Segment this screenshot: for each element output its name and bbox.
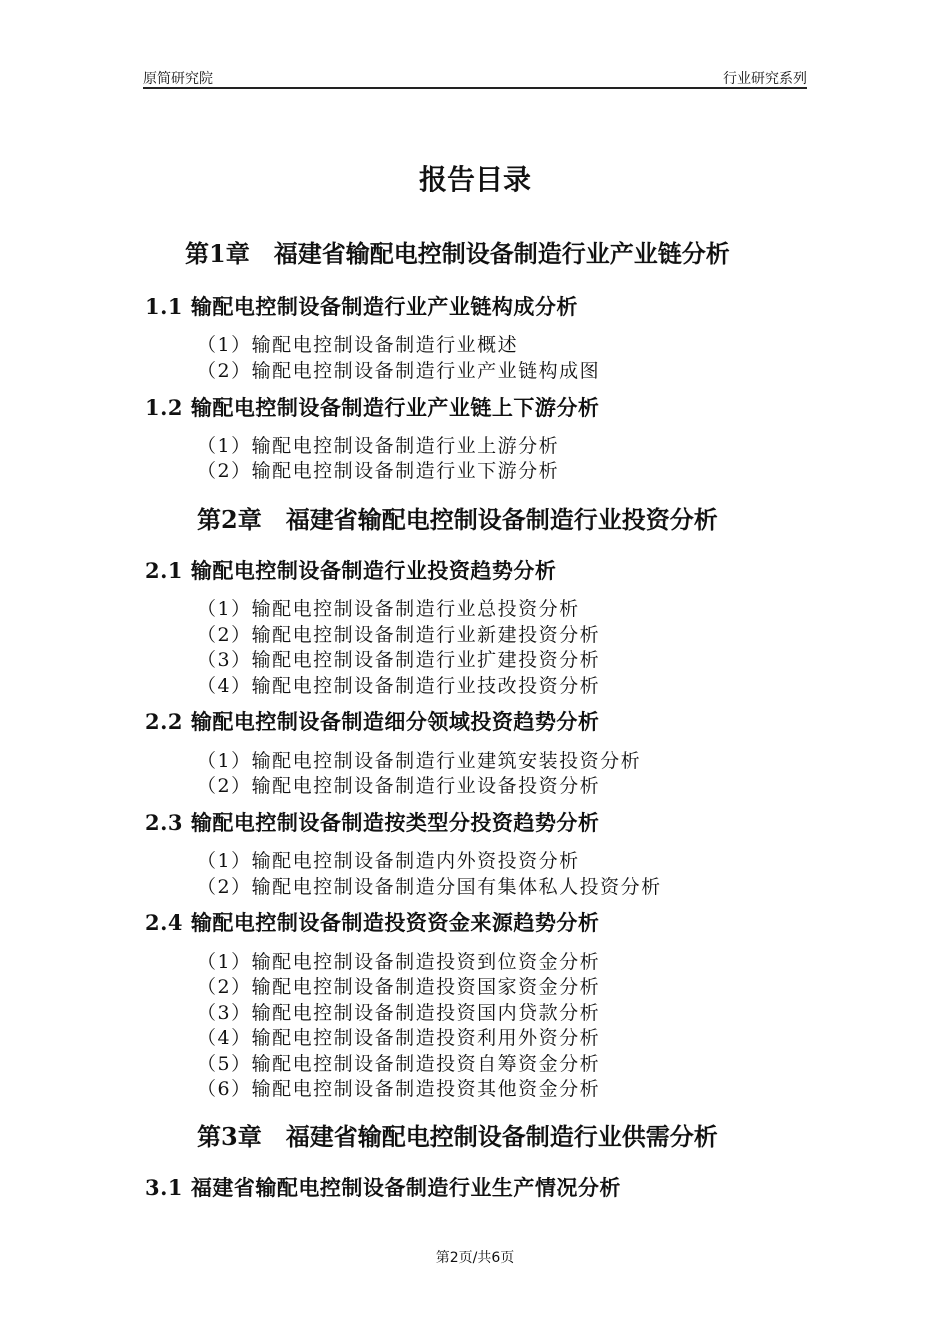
toc-item: （6）输配电控制设备制造投资其他资金分析 [197, 1078, 601, 1100]
toc-item: （2）输配电控制设备制造行业下游分析 [197, 460, 560, 482]
section-heading: 2.2 输配电控制设备制造细分领域投资趋势分析 [145, 709, 600, 734]
chapter-heading: 第3章 福建省输配电控制设备制造行业供需分析 [197, 1122, 718, 1151]
toc-item: （2）输配电控制设备制造行业新建投资分析 [197, 624, 601, 646]
toc-item: （1）输配电控制设备制造行业建筑安装投资分析 [197, 750, 642, 772]
page-number: 第2页/共6页 [435, 1250, 515, 1266]
header-series: 行业研究系列 [723, 71, 807, 87]
toc-item: （5）输配电控制设备制造投资自筹资金分析 [197, 1053, 601, 1075]
header-org: 原简研究院 [143, 71, 213, 87]
chapter-heading: 第2章 福建省输配电控制设备制造行业投资分析 [197, 505, 718, 534]
toc-item: （3）输配电控制设备制造投资国内贷款分析 [197, 1002, 601, 1024]
section-heading: 2.3 输配电控制设备制造按类型分投资趋势分析 [145, 810, 600, 835]
toc-item: （3）输配电控制设备制造行业扩建投资分析 [197, 649, 601, 671]
toc-item: （1）输配电控制设备制造行业总投资分析 [197, 598, 580, 620]
chapter-heading: 第1章 福建省输配电控制设备制造行业产业链分析 [185, 239, 730, 268]
toc-item: （2）输配电控制设备制造分国有集体私人投资分析 [197, 876, 662, 898]
toc-item: （4）输配电控制设备制造投资利用外资分析 [197, 1027, 601, 1049]
toc-item: （2）输配电控制设备制造投资国家资金分析 [197, 976, 601, 998]
toc-item: （4）输配电控制设备制造行业技改投资分析 [197, 675, 601, 697]
section-heading: 1.1 输配电控制设备制造行业产业链构成分析 [145, 294, 578, 319]
toc-item: （2）输配电控制设备制造行业设备投资分析 [197, 775, 601, 797]
header-divider [143, 87, 807, 89]
page-title: 报告目录 [418, 163, 531, 196]
section-heading: 3.1 福建省输配电控制设备制造行业生产情况分析 [145, 1175, 621, 1200]
toc-item: （1）输配电控制设备制造行业概述 [197, 334, 519, 356]
section-heading: 1.2 输配电控制设备制造行业产业链上下游分析 [145, 395, 600, 420]
toc-item: （2）输配电控制设备制造行业产业链构成图 [197, 360, 601, 382]
section-heading: 2.1 输配电控制设备制造行业投资趋势分析 [145, 558, 557, 583]
section-heading: 2.4 输配电控制设备制造投资资金来源趋势分析 [145, 910, 600, 935]
toc-item: （1）输配电控制设备制造内外资投资分析 [197, 850, 580, 872]
toc-item: （1）输配电控制设备制造行业上游分析 [197, 435, 560, 457]
toc-item: （1）输配电控制设备制造投资到位资金分析 [197, 951, 601, 973]
